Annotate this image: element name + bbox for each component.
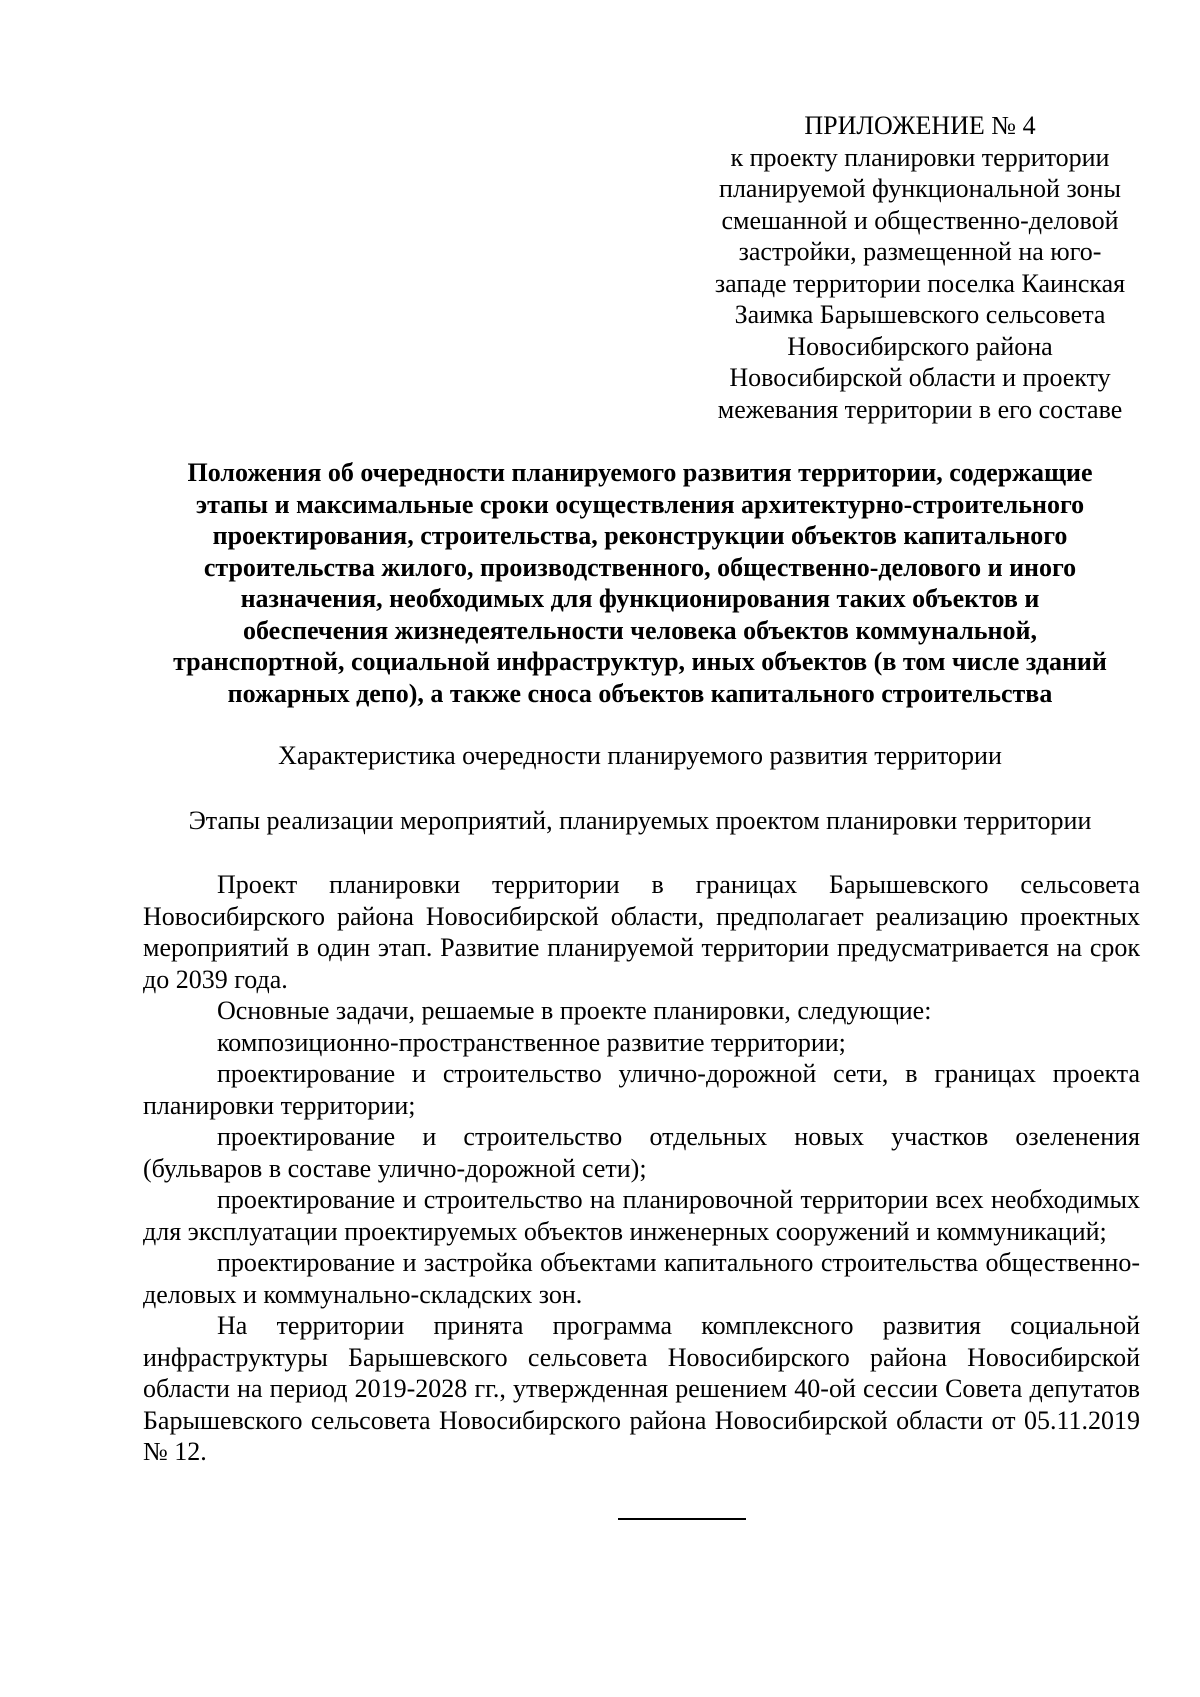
paragraph-task-greenery: проектирование и строительство отдельных новых участков озеленения (бульваров в составе улично-дорожной сети); — [143, 1122, 1140, 1183]
paragraph-task-engineering: проектирование и строительство на планировочной территории всех необходимых для эксплуатации проектируемых объектов инженерных сооружений и коммуникаций; — [143, 1185, 1140, 1246]
paragraph-task-development: проектирование и застройка объектами капитального строительства общественно-деловых и коммунально-складских зон. — [143, 1248, 1140, 1309]
title-line: Положения об очередности планируемого развития территории, содержащие — [187, 458, 1093, 487]
paragraph-program: На территории принята программа комплексного развития социальной инфраструктуры Барышевского сельсовета Новосибирского района Новосибирской области на период 2019-2028 гг., утвержденная решением 40-ой сессии Совета депутатов Барышевского сельсовета Новосибирского района Новосибирской области от 05.11.2019 № 12. — [143, 1311, 1140, 1466]
title-line: назначения, необходимых для функционирования таких объектов и — [240, 584, 1040, 613]
appendix-line: застройки, размещенной на юго- — [738, 237, 1102, 266]
title-line: строительства жилого, производственного, общественно-делового и иного — [203, 552, 1077, 582]
appendix-line: Заимка Барышевского сельсовета — [734, 300, 1106, 329]
appendix-number: ПРИЛОЖЕНИЕ № 4 — [804, 111, 1036, 140]
paragraph-task-roads: проектирование и строительство улично-дорожной сети, в границах проекта планировки территории; — [143, 1059, 1140, 1120]
appendix-line: к проекту планировки территории — [730, 142, 1110, 172]
title-line: этапы и максимальные сроки осуществления архитектурно-строительного — [195, 489, 1085, 519]
title-line: проектирования, строительства, реконструкции объектов капитального — [212, 521, 1068, 550]
document-title — [140, 457, 1140, 709]
appendix-line: западе территории поселка Каинская — [714, 268, 1126, 298]
appendix-line: смешанной и общественно-деловой — [721, 205, 1119, 235]
section-heading-characteristic: Характеристика очередности планируемого развития территории — [278, 741, 1002, 770]
closing-rule — [618, 1518, 746, 1520]
title-line: пожарных депо), а также сноса объектов капитального строительства — [227, 678, 1053, 708]
appendix-header — [700, 110, 1140, 425]
body-text — [143, 869, 1140, 1468]
appendix-line: межевания территории в его составе — [717, 394, 1123, 424]
section-heading-stages: Этапы реализации мероприятий, планируемых проектом планировки территории — [188, 806, 1092, 835]
title-line: транспортной, социальной инфраструктур, иных объектов (в том числе зданий — [173, 647, 1107, 676]
appendix-line: Новосибирской области и проекту — [729, 363, 1111, 392]
paragraph-task-composition: композиционно-пространственное развитие территории; — [217, 1027, 846, 1057]
paragraph-tasks-intro: Основные задачи, решаемые в проекте планировки, следующие: — [217, 996, 932, 1025]
appendix-line: Новосибирского района — [787, 331, 1053, 361]
appendix-line: планируемой функциональной зоны — [719, 174, 1121, 203]
title-line: обеспечения жизнедеятельности человека объектов коммунальной, — [242, 615, 1038, 645]
paragraph-project-scope: Проект планировки территории в границах Барышевского сельсовета Новосибирского района Новосибирской области, предполагает реализацию проектных мероприятий в один этап. Развитие планируемой территории предусматривается на срок до 2039 года. — [143, 870, 1140, 994]
